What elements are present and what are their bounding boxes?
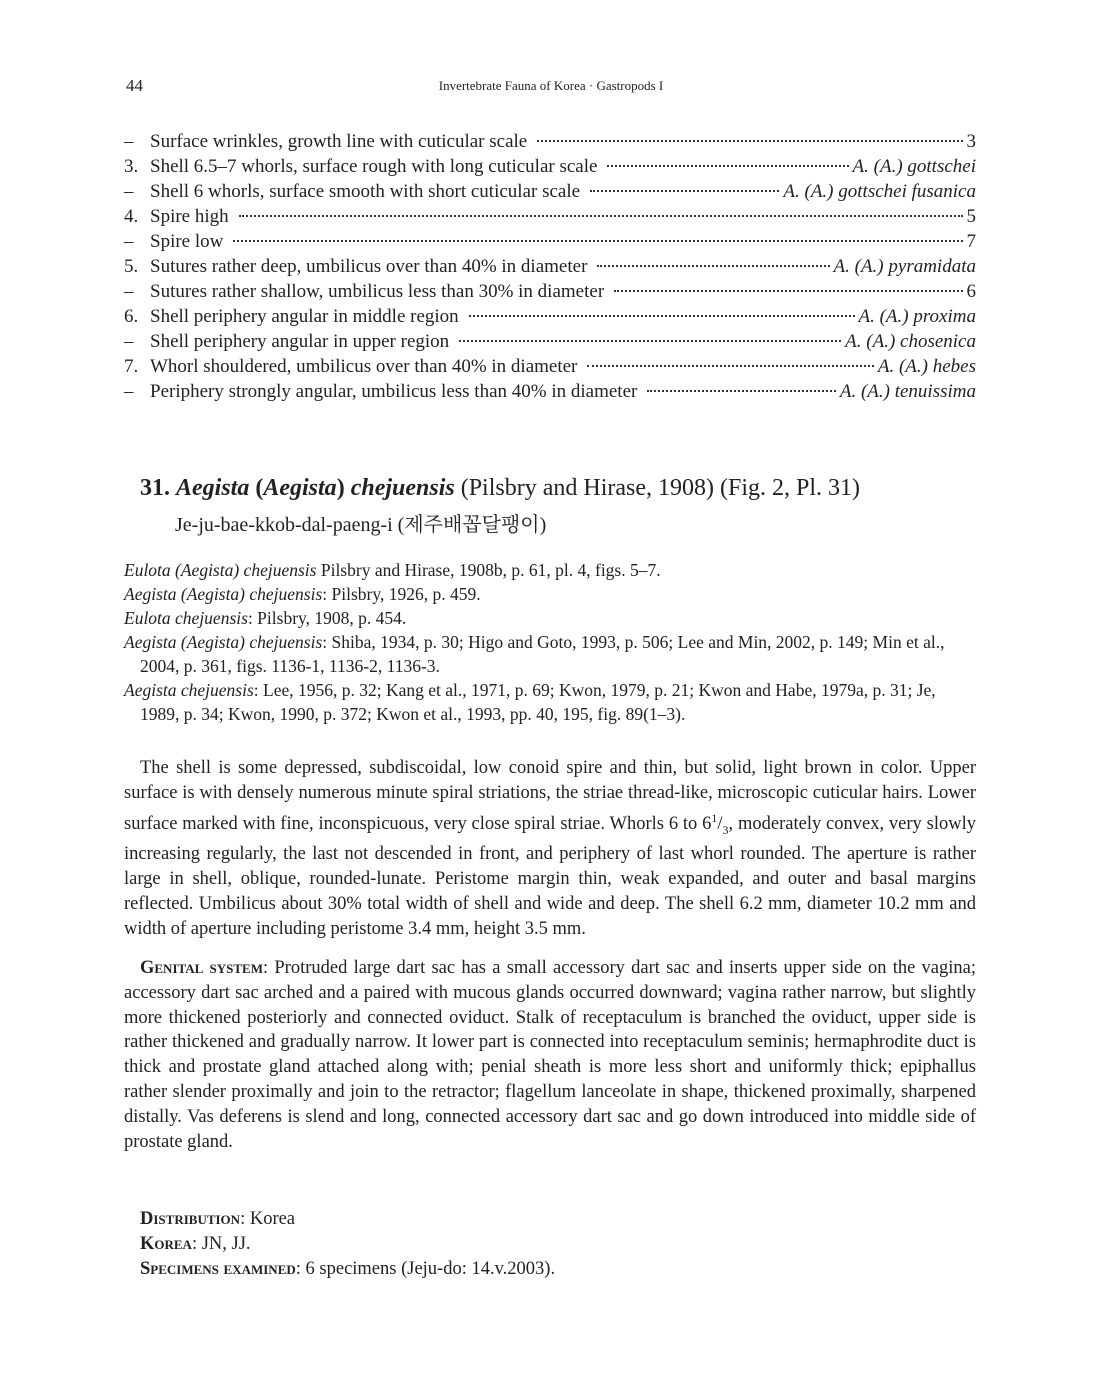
key-row [124,231,976,256]
key-couplet-number: – [124,331,134,352]
synonymy-entry [124,630,976,678]
species-number: 31. [140,475,170,501]
specimens-line: Specimens examined: 6 specimens (Jeju-do: 14.v.2003). [140,1258,556,1279]
species-heading: 31. Aegista (Aegista) chejuensis (Pilsbry and Hirase, 1908) (Fig. 2, Pl. 31) [140,475,861,501]
synonym-name: Aegista (Aegista) chejuensis [124,584,323,604]
key-row [124,256,976,281]
species-authority: (Pilsbry and Hirase, 1908) (Fig. 2, Pl. 31) [460,475,861,501]
synonymy-entry [124,582,976,606]
key-result: A. (A.) gottschei [852,156,976,177]
korea-line: Korea: JN, JJ. [140,1233,251,1254]
genital-system-paragraph [124,956,976,1154]
key-result: 7 [966,231,976,252]
running-title: Invertebrate Fauna of Korea · Gastropods I [438,78,664,93]
synonymy-entry [124,558,976,582]
key-result: A. (A.) proxima [858,306,976,327]
key-result: A. (A.) tenuissima [839,381,976,402]
leader-dots [614,290,962,292]
key-row [124,156,976,181]
key-couplet-number: 5. [124,256,139,277]
key-row [124,206,976,231]
synonym-reference: : Shiba, 1934, p. 30; Higo and Goto, 1993, p. 506; Lee and Min, 2002, p. 149; Min et al., 2004, p. 361, figs. 1136-1, 1136-2, 1136-3. [140,632,945,676]
key-text: Shell periphery angular in middle region [150,306,459,327]
key-text: Surface wrinkles, growth line with cuticular scale [150,131,528,152]
synonym-name: Eulota (Aegista) chejuensis [124,560,317,580]
key-row [124,381,976,406]
key-row [124,356,976,381]
distribution-block [140,1207,980,1281]
key-row [124,131,976,156]
key-result: A. (A.) pyramidata [833,256,976,277]
key-text: Shell periphery angular in upper region [150,331,450,352]
leader-dots [590,190,779,192]
key-text: Spire high [150,206,229,227]
key-text: Sutures rather shallow, umbilicus less than 30% in diameter [150,281,605,302]
key-result: 3 [966,131,976,152]
key-couplet-number: – [124,131,134,152]
key-result: A. (A.) hebes [877,356,976,377]
identification-key [124,131,976,406]
fraction-denominator: 3 [722,822,729,837]
key-result: 6 [966,281,976,302]
synonymy-list [124,558,976,726]
species-epithet: chejuensis [350,475,455,501]
key-text: Whorl shouldered, umbilicus over than 40% in diameter [150,356,578,377]
subgenus-name: Aegista [263,475,337,501]
key-couplet-number: – [124,181,134,202]
key-row [124,181,976,206]
page-header [126,76,976,98]
synonym-name: Aegista chejuensis [124,680,254,700]
leader-dots [469,315,855,317]
synonym-reference: : Pilsbry, 1908, p. 454. [247,608,407,628]
synonymy-entry [124,678,976,726]
synonym-reference: : Pilsbry, 1926, p. 459. [322,584,481,604]
key-row [124,281,976,306]
key-couplet-number: – [124,231,134,252]
synonym-reference: Pilsbry and Hirase, 1908b, p. 61, pl. 4, figs. 5–7. [316,560,661,580]
genital-system-text: : Protruded large dart sac has a small accessory dart sac and inserts upper side on the vagina; accessory dart sac arched and a paired with mucous glands occurred downward; vagina rather narrow, but slightly more thickened posteriorly and connected oviduct. Stalk of receptaculum is branched the oviduct, upper side is rather thickened and gradually narrow. It lower part is connected into receptaculum seminis; hermaphrodite duct is thick and prostate gland attached along with; penial sheath is more less short and uniformly thick; epiphallus rather slender proximally and join to the retractor; flagellum lanceolate in shape, thickened proximally, sharpened distally. Vas deferens is slend and long, connected accessory dart sac and go down introduced into middle side of prostate gland. [124,958,976,1152]
key-couplet-number: 4. [124,206,139,227]
fraction-numerator: 1 [711,810,718,825]
page-number: 44 [126,76,143,95]
key-result: A. (A.) gottschei fusanica [783,181,976,202]
key-couplet-number: – [124,281,134,302]
synonym-name: Eulota chejuensis [124,608,248,628]
key-result: 5 [966,206,976,227]
leader-dots [607,165,848,167]
key-text: Periphery strongly angular, umbilicus less than 40% in diameter [150,381,638,402]
key-couplet-number: 6. [124,306,139,327]
shell-description: The shell is some depressed, subdiscoidal, low conoid spire and thin, but solid, light brown in color. Upper surface is with densely numerous minute spiral striations, the striae thread-like, microscopic cuticular hairs. Lower surface marked with fine, inconspicuous, very close spiral striae. Whorls 6 to $6^1/_3$, moderately convex, very slowly increasing regularly, the last not descended in front, and periphery of last whorl rounded. The aperture is rather large in shell, oblique, rounded-lunate. Peristome margin thin, weak expanded, and outer and basal margins reflected. Umbilicus about 30% total width of shell and wide and deep. The shell 6.2 mm, diameter 10.2 mm and width of aperture including peristome 3.4 mm, height 3.5 mm. [124,758,976,939]
key-row [124,306,976,331]
key-text: Shell 6.5–7 whorls, surface rough with long cuticular scale [150,156,598,177]
leader-dots [537,140,962,142]
korean-common-name: Je-ju-bae-kkob-dal-paeng-i (제주배꼽달팽이) [175,514,547,536]
leader-dots [647,390,836,392]
key-result: A. (A.) chosenica [845,331,976,352]
key-text: Sutures rather deep, umbilicus over than 40% in diameter [150,256,588,277]
key-couplet-number: 7. [124,356,139,377]
leader-dots [587,365,873,367]
distribution-line: Distribution: Korea [140,1209,296,1229]
leader-dots [459,340,841,342]
key-couplet-number: 3. [124,156,139,177]
genus-name: Aegista [176,475,250,501]
synonym-reference: : Lee, 1956, p. 32; Kang et al., 1971, p. 69; Kwon, 1979, p. 21; Kwon and Habe, 1979a, p. 31; Je, 1989, p. 34; Kwon, 1990, p. 372; Kwon et al., 1993, pp. 40, 195, fig. 89(1–3). [140,680,936,724]
synonym-name: Aegista (Aegista) chejuensis [124,632,323,652]
key-text: Shell 6 whorls, surface smooth with short cuticular scale [150,181,581,202]
key-text: Spire low [150,231,224,252]
leader-dots [233,240,962,242]
genital-system-label: Genital system [140,958,263,978]
synonymy-entry [124,606,976,630]
leader-dots [597,265,829,267]
key-row [124,331,976,356]
key-couplet-number: – [124,381,134,402]
leader-dots [239,215,963,217]
